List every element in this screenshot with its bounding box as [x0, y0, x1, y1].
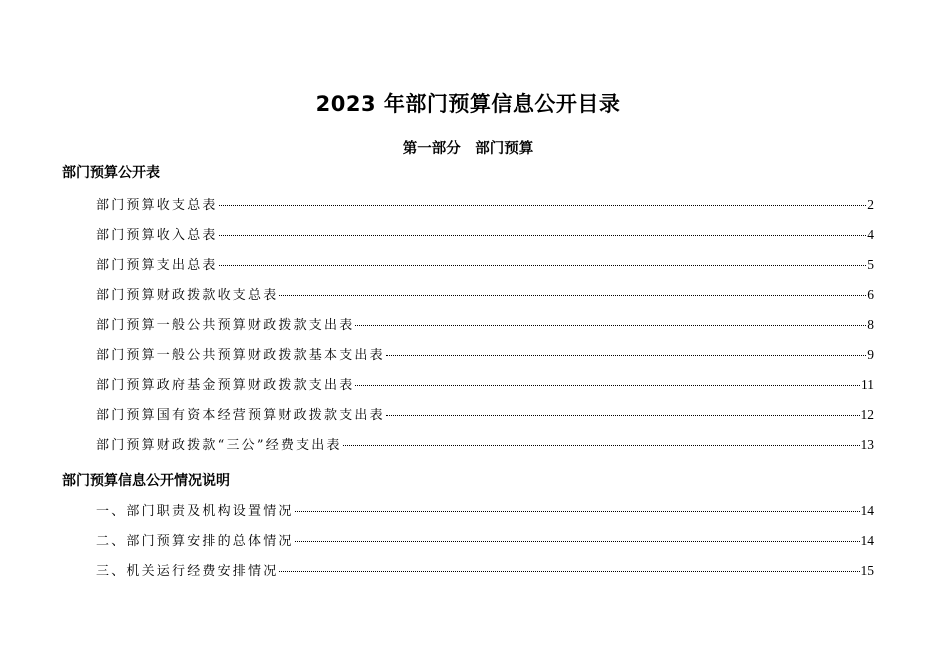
- toc-entry[interactable]: [96, 374, 874, 404]
- toc-entry-label: 部门预算国有资本经营预算财政拨款支出表: [96, 408, 385, 423]
- dot-leader: [386, 355, 866, 356]
- toc-entry-label: 一、部门职责及机构设置情况: [96, 504, 294, 519]
- toc-entry[interactable]: [96, 194, 874, 224]
- toc-list-budget-tables: [96, 194, 874, 464]
- toc-entry-page-number: 13: [860, 437, 874, 452]
- dot-leader: [219, 235, 867, 236]
- dot-leader: [219, 265, 867, 266]
- toc-entry-page-number: 12: [860, 407, 874, 422]
- toc-entry-label: 部门预算一般公共预算财政拨款基本支出表: [96, 348, 385, 363]
- toc-entry[interactable]: [96, 284, 874, 314]
- toc-entry-page-number: 8: [867, 317, 874, 332]
- section-heading-budget-tables: 部门预算公开表: [62, 165, 160, 181]
- toc-entry[interactable]: [96, 434, 874, 464]
- dot-leader: [295, 511, 860, 512]
- toc-entry-page-number: 5: [867, 257, 874, 272]
- toc-list-disclosure-notes: [96, 500, 874, 590]
- dot-leader: [355, 325, 866, 326]
- toc-entry-page-number: 11: [861, 377, 874, 392]
- toc-entry[interactable]: [96, 224, 874, 254]
- toc-entry-label: 部门预算收支总表: [96, 198, 218, 213]
- toc-entry-page-number: 14: [860, 533, 874, 548]
- toc-entry-page-number: 14: [860, 503, 874, 518]
- toc-entry-page-number: 9: [867, 347, 874, 362]
- dot-leader: [343, 445, 860, 446]
- toc-entry[interactable]: [96, 530, 874, 560]
- dot-leader: [355, 385, 860, 386]
- toc-entry-label: 部门预算财政拨款收支总表: [96, 288, 279, 303]
- section-heading-disclosure-notes: 部门预算信息公开情况说明: [62, 473, 230, 489]
- toc-entry[interactable]: [96, 254, 874, 284]
- part-title: 第一部分 部门预算: [402, 141, 534, 157]
- toc-entry-label: 三、机关运行经费安排情况: [96, 564, 279, 579]
- document-title: 2023 年部门预算信息公开目录: [315, 92, 621, 116]
- toc-entry[interactable]: [96, 560, 874, 590]
- toc-entry-label: 部门预算财政拨款“三公”经费支出表: [96, 438, 342, 453]
- toc-entry-page-number: 15: [860, 563, 874, 578]
- dot-leader: [279, 571, 859, 572]
- toc-entry-page-number: 4: [867, 227, 874, 242]
- toc-entry[interactable]: [96, 500, 874, 530]
- dot-leader: [295, 541, 860, 542]
- toc-entry-page-number: 2: [867, 197, 874, 212]
- toc-entry-label: 部门预算收入总表: [96, 228, 218, 243]
- toc-entry[interactable]: [96, 404, 874, 434]
- toc-entry-label: 部门预算支出总表: [96, 258, 218, 273]
- toc-entry[interactable]: [96, 344, 874, 374]
- dot-leader: [219, 205, 867, 206]
- dot-leader: [386, 415, 860, 416]
- toc-entry-label: 部门预算一般公共预算财政拨款支出表: [96, 318, 355, 333]
- toc-entry-label: 部门预算政府基金预算财政拨款支出表: [96, 378, 355, 393]
- dot-leader: [279, 295, 866, 296]
- toc-entry[interactable]: [96, 314, 874, 344]
- toc-entry-page-number: 6: [867, 287, 874, 302]
- toc-entry-label: 二、部门预算安排的总体情况: [96, 534, 294, 549]
